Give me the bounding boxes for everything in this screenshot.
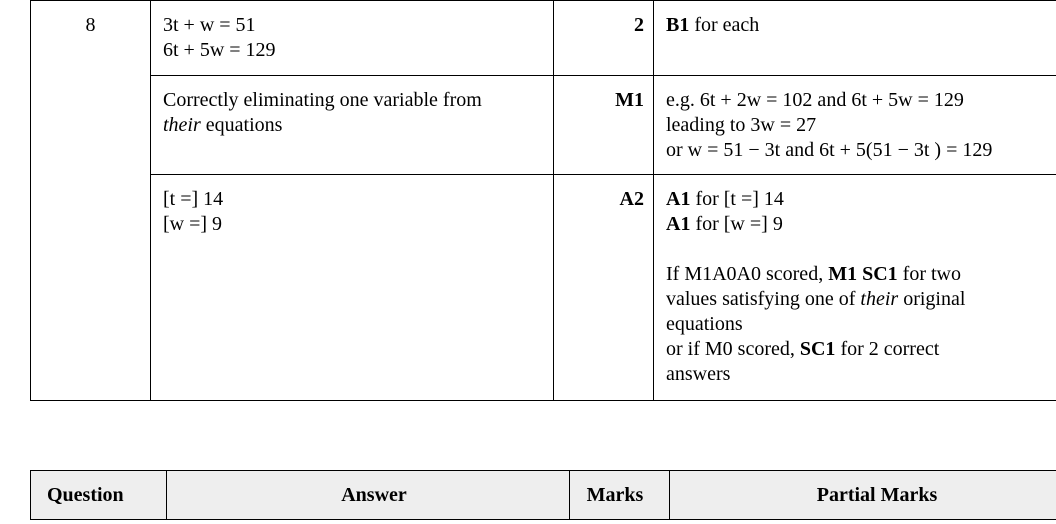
partial-text: If M1A0A0 scored, [666, 263, 829, 285]
mark-value: A2 [619, 188, 644, 210]
marks-cell [554, 1, 654, 76]
partial-text: original [898, 288, 966, 310]
mark-code: A1 [666, 188, 691, 210]
answer-line: [t =] 14 [163, 188, 224, 210]
answer-line: 6t + 5w = 129 [163, 39, 276, 61]
header-answer: Answer [167, 471, 570, 520]
partial-marks-cell [654, 1, 1056, 76]
mark-value: M1 [615, 89, 644, 111]
mark-code: SC1 [799, 338, 836, 360]
mark-code: SC1 [862, 263, 898, 285]
answer-line: equations [200, 114, 283, 136]
table-row [31, 175, 1056, 401]
mark-value: 2 [634, 14, 644, 36]
partial-marks-cell [654, 76, 1056, 175]
partial-italic: their [860, 288, 899, 310]
header-marks: Marks [570, 471, 670, 520]
mark-code: A1 [666, 213, 691, 235]
table-row [31, 76, 1056, 175]
answer-cell [151, 1, 554, 76]
header-question: Question [31, 471, 167, 520]
partial-text: answers [666, 363, 731, 385]
partial-line: e.g. 6t + 2w = 102 and 6t + 5w = 129 [666, 89, 964, 111]
answer-line: 3t + w = 51 [163, 14, 256, 36]
partial-marks-cell [654, 175, 1056, 401]
answer-italic: their [163, 114, 201, 136]
partial-line: leading to 3w = 27 [666, 114, 817, 136]
marks-cell [554, 175, 654, 401]
answer-line: [w =] 9 [163, 213, 223, 235]
partial-text: values satisfying one of [666, 288, 861, 310]
partial-text: for two [897, 263, 961, 285]
header-row [31, 471, 1056, 520]
header-partial-marks: Partial Marks [670, 471, 1056, 520]
mark-scheme-header-table [30, 470, 1056, 520]
answer-cell [151, 175, 554, 401]
partial-text: for 2 correct [835, 338, 940, 360]
mark-code: B1 [666, 14, 690, 36]
mark-scheme-table [30, 0, 1056, 401]
partial-text: or if M0 scored, [666, 338, 800, 360]
question-number: 8 [85, 14, 96, 36]
question-number-cell [31, 1, 151, 401]
partial-line: or w = 51 − 3t and 6t + 5(51 − 3t ) = 129 [666, 139, 993, 161]
partial-text: for each [689, 14, 760, 36]
partial-text: for [w =] 9 [690, 213, 783, 235]
partial-text: equations [666, 313, 743, 335]
answer-line: Correctly eliminating one variable from [163, 89, 482, 111]
partial-text: for [t =] 14 [690, 188, 784, 210]
marks-cell [554, 76, 654, 175]
table-row [31, 1, 1056, 76]
mark-code: M1 [828, 263, 858, 285]
answer-cell [151, 76, 554, 175]
